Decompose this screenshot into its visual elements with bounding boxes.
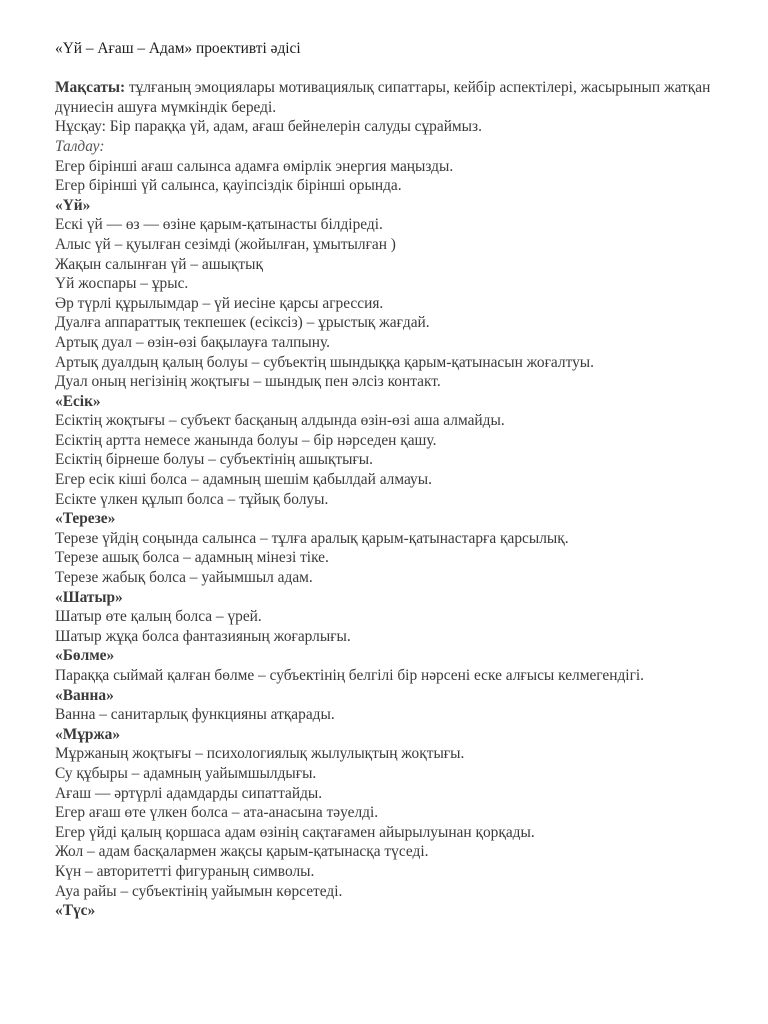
goal-text: тұлғаның эмоциялары мотивациялық сипаттары, кейбір аспектілері, жасырынып жатқан дүниесін ашуға мүмкіндік береді. — [55, 79, 711, 116]
section-heading: «Шатыр» — [55, 588, 123, 606]
document-title: «Үй – Ағаш – Адам» проективті әдісі — [55, 40, 301, 57]
section-line: Үй жоспары – ұрыс. — [55, 275, 189, 293]
analysis-label: Талдау: — [55, 137, 105, 155]
section-line: Есіктің бірнеше болуы – субъектінің ашықтығы. — [55, 451, 373, 469]
section-line: Мұржаның жоқтығы – психологиялық жылулықтың жоқтығы. — [55, 745, 465, 763]
section-heading: «Түс» — [55, 902, 96, 920]
section-line: Жол – адам басқалармен жақсы қарым-қатынасқа түседі. — [55, 843, 429, 861]
sections-container — [55, 196, 728, 921]
intro-line: Егер бірінші үй салынса, қауіпсіздік бірінші орында. — [55, 177, 402, 195]
section-line: Есікте үлкен құлып болса – тұйық болуы. — [55, 490, 329, 508]
section-line: Ағаш — әртүрлі адамдарды сипаттайды. — [55, 784, 323, 802]
instruction-line: Нұсқау: Бір параққа үй, адам, ағаш бейнелерін салуды сұраймыз. — [55, 118, 482, 136]
section-line: Терезе жабық болса – уайымшыл адам. — [55, 569, 313, 587]
section-line: Терезе ашық болса – адамның мінезі тіке. — [55, 549, 329, 567]
title-spacer — [55, 59, 728, 79]
section — [55, 725, 728, 901]
section — [55, 901, 728, 921]
section-heading: «Есік» — [55, 392, 101, 410]
section-line: Дуал оның негізінің жоқтығы – шындық пен әлсіз контакт. — [55, 373, 441, 391]
goal-label: Мақсаты: — [55, 79, 126, 97]
section-heading: «Мұржа» — [55, 725, 121, 743]
section — [55, 686, 728, 725]
section-line: Есіктің артта немесе жанында болуы – бір нәрседен қашу. — [55, 431, 437, 449]
section-line: Жақын салынған үй – ашықтық — [55, 255, 263, 273]
section — [55, 588, 728, 647]
section-line: Шатыр өте қалың болса – үрей. — [55, 608, 262, 626]
section-line: Алыс үй – қуылған сезімді (жойылған, ұмытылған ) — [55, 235, 396, 253]
section-line: Ванна – санитарлық функцияны атқарады. — [55, 706, 335, 724]
section-line: Ауа райы – субъектінің уайымын көрсетеді. — [55, 882, 343, 900]
section-line: Шатыр жұқа болса фантазияның жоғарлығы. — [55, 627, 351, 645]
section-line: Параққа сыймай қалған бөлме – субъектінің белгілі бір нәрсені еске алғысы келмегендігі. — [55, 667, 644, 684]
section-line: Егер үйді қалың қоршаса адам өзінің сақтағамен айырылуынан қорқады. — [55, 823, 535, 841]
section-line: Дуалға аппараттық текпешек (есіксіз) – ұрыстық жағдай. — [55, 314, 430, 332]
section-line: Әр түрлі құрылымдар – үй иесіне қарсы агрессия. — [55, 294, 384, 312]
section — [55, 392, 728, 510]
section-line: Артық дуалдың қалың болуы – субъектің шындыққа қарым-қатынасын жоғалтуы. — [55, 353, 594, 371]
section-line: Артық дуал – өзін-өзі бақылауға талпыну. — [55, 333, 330, 351]
section-line: Терезе үйдің соңында салынса – тұлға аралық қарым-қатынастарға қарсылық. — [55, 529, 569, 547]
section-line: Су құбыры – адамның уайымшылдығы. — [55, 764, 317, 782]
section-heading: «Бөлме» — [55, 647, 115, 665]
section-line: Есіктің жоқтығы – субъект басқаның алдында өзін-өзі аша алмайды. — [55, 412, 505, 430]
section-line: Ескі үй — өз — өзіне қарым-қатынасты білдіреді. — [55, 216, 383, 234]
section — [55, 196, 728, 392]
section — [55, 509, 728, 587]
intro-lines — [55, 157, 728, 196]
section-heading: «Ванна» — [55, 686, 114, 704]
goal-paragraph — [55, 78, 728, 117]
section-line: Егер есік кіші болса – адамның шешім қабылдай алмауы. — [55, 471, 432, 489]
intro-line: Егер бірінші ағаш салынса адамға өмірлік энергия маңызды. — [55, 157, 454, 175]
section-line: Егер ағаш өте үлкен болса – ата-анасына тәуелді. — [55, 804, 379, 822]
section-line: Күн – авторитетті фигураның символы. — [55, 862, 315, 880]
section-heading: «Үй» — [55, 196, 91, 214]
section-heading: «Терезе» — [55, 510, 116, 528]
section — [55, 646, 728, 685]
